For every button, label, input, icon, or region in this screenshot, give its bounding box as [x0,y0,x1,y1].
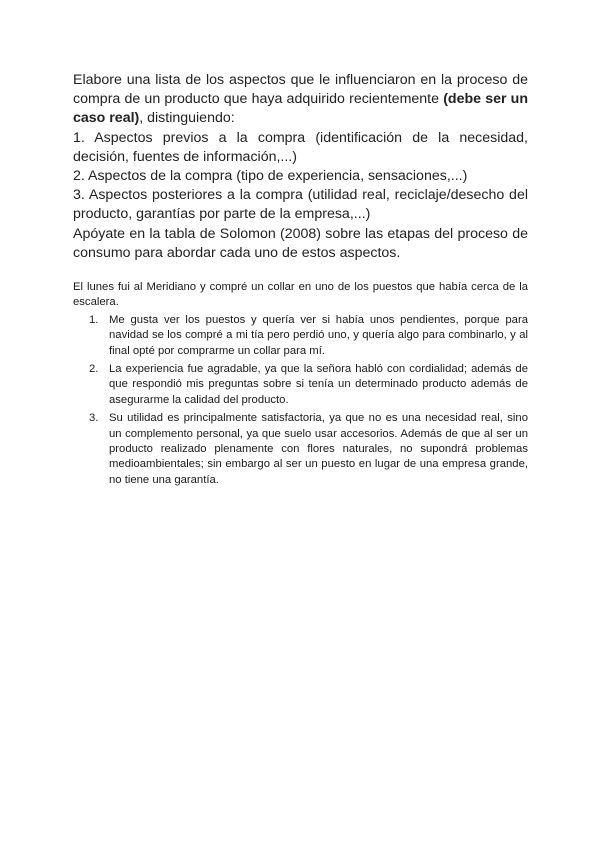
prompt-point-3: 3. Aspectos posteriores a la compra (utilidad real, reciclaje/desecho del producto, garantías por parte de la empresa,...) [73,187,528,223]
prompt-closing: Apóyate en la tabla de Solomon (2008) sobre las etapas del proceso de consumo para abordar cada uno de estos aspectos. [73,225,528,261]
answer-list [73,313,528,488]
list-item-text: Me gusta ver los puestos y quería ver si había unos pendientes, porque para navidad se los compré a mi tía pero perdió uno, y quería algo para combinarlo, y al final opté por comprarme un collar para mí. [109,313,528,357]
prompt-intro-text: Elabore una lista de los aspectos que le influenciaron en la proceso de compra de un producto que haya adquirido recientemente [73,72,528,108]
list-item-number: 2. [89,363,99,376]
list-item [73,411,528,488]
list-item [73,362,528,408]
answer-intro: El lunes fui al Meridiano y compré un collar en uno de los puestos que había cerca de la escalera. [73,281,528,309]
prompt-intro-bold: (debe ser un caso real) [73,91,529,127]
list-item-number: 3. [89,412,99,425]
prompt-intro [73,71,528,129]
list-item-text: Su utilidad es principalmente satisfactoria, ya que no es una necesidad real, sino un complemento personal, ya que suelo usar accesorios. Además de que al ser un producto realizado plenamente con flores naturales, no supondrá problemas medioambientales; sin embargo al ser un puesto en lugar de una empresa grande, no tiene una garantía. [109,412,528,486]
student-answer [73,280,528,491]
assignment-prompt [73,71,528,263]
prompt-point-1: 1. Aspectos previos a la compra (identificación de la necesidad, decisión, fuentes de información,...) [73,129,528,165]
prompt-point-2: 2. Aspectos de la compra (tipo de experiencia, sensaciones,...) [73,168,468,185]
list-item-text: La experiencia fue agradable, ya que la señora habló con cordialidad; además de que respondió mis preguntas sobre si tenía un determinado producto además de asegurarme la calidad del producto. [109,363,528,406]
list-item-number: 1. [89,313,99,326]
prompt-intro-tail: , distinguiendo: [139,110,235,127]
list-item [73,313,528,359]
